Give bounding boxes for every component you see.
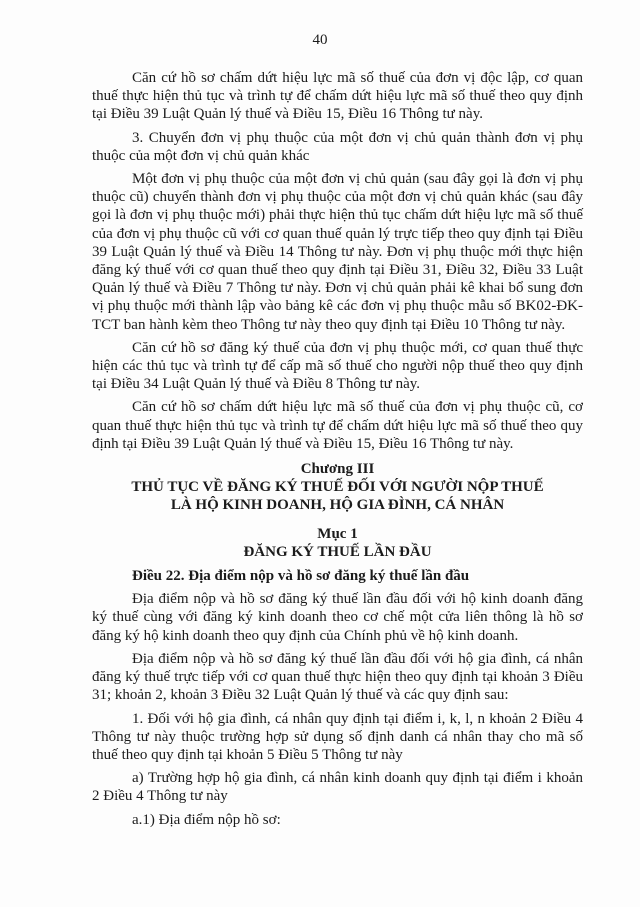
section-title: ĐĂNG KÝ THUẾ LẦN ĐẦU [243,543,432,560]
document-content [92,69,583,829]
paragraph-item-3-transfer-dependent-unit: 3. Chuyển đơn vị phụ thuộc của một đơn vị chủ quản thành đơn vị phụ thuộc của một đơn vị chủ quản khác [92,129,583,164]
paragraph-terminate-tax-code-independent-unit: Căn cứ hồ sơ chấm dứt hiệu lực mã số thuế của đơn vị độc lập, cơ quan thuế thực hiện thủ tục và trình tự để chấm dứt hiệu lực mã số thuế theo quy định tại Điều 39 Luật Quản lý thuế và Điều 15, Điều 16 Thông tư này. [92,70,583,123]
page-number: 40 [312,32,328,48]
article-22-heading: Điều 22. Địa điểm nộp và hồ sơ đăng ký thuế lần đầu [132,568,470,585]
paragraph-case-a-business-household: a) Trường hợp hộ gia đình, cá nhân kinh doanh quy định tại điểm i khoản 2 Điều 4 Thông tư này [92,770,583,805]
paragraph-new-dependent-unit-tax-code: Căn cứ hồ sơ đăng ký thuế của đơn vị phụ thuộc mới, cơ quan thuế thực hiện các thủ tục và trình tự để cấp mã số thuế cho người nộp thuế theo quy định tại Điều 34 Luật Quản lý thuế và Điều 8 Thông tư này. [92,339,583,393]
paragraph-dependent-unit-transfer-detail: Một đơn vị phụ thuộc của một đơn vị chủ quản (sau đây gọi là đơn vị phụ thuộc cũ) chuyển thành đơn vị phụ thuộc của một đơn vị chủ quản khác (sau đây gọi là đơn vị phụ thuộc mới) phải thực hiện thủ tục chấm dứt hiệu lực mã số thuế của đơn vị phụ thuộc cũ với cơ quan thuế quản lý trực tiếp theo quy định tại Điều 39 Luật Quản lý thuế và Điều 14 Thông tư này. Đơn vị phụ thuộc mới thực hiện đăng ký thuế với cơ quan thuế theo quy định tại Điều 31, Điều 32, Điều 33 Luật Quản lý thuế và Điều 7 Thông tư này. Đơn vị chủ quản phải kê khai bổ sung đơn vị phụ thuộc mới thành lập vào bảng kê các đơn vị phụ thuộc mẫu số BK02-ĐK-TCT ban hành kèm theo Thông tư này theo quy định tại Điều 10 Thông tư này. [92,171,583,333]
section-label: Mục 1 [317,525,358,542]
paragraph-business-household-registration: Địa điểm nộp và hồ sơ đăng ký thuế lần đầu đối với hộ kinh doanh đăng ký thuế cùng với đăng ký kinh doanh theo cơ chế một cửa liên thông là hồ sơ đăng ký hộ kinh doanh theo quy định của Chính phủ về hộ kinh doanh. [92,591,583,644]
chapter-label: Chương III [300,461,375,478]
chapter-title-line-1: THỦ TỤC VỀ ĐĂNG KÝ THUẾ ĐỐI VỚI NGƯỜI NỘP THUẾ [131,479,544,496]
paragraph-a1-filing-location: a.1) Địa điểm nộp hồ sơ: [132,811,281,828]
paragraph-terminate-tax-code-old-dependent-unit: Căn cứ hồ sơ chấm dứt hiệu lực mã số thuế của đơn vị phụ thuộc cũ, cơ quan thuế thực hiện thủ tục và trình tự để chấm dứt hiệu lực mã số thuế theo quy định tại Điều 39 Luật Quản lý thuế và Điều 15, Điều 16 Thông tư này. [92,399,583,452]
paragraph-household-direct-registration: Địa điểm nộp và hồ sơ đăng ký thuế lần đầu đối với hộ gia đình, cá nhân đăng ký thuế trực tiếp với cơ quan thuế thực hiện theo quy định tại khoản 3 Điều 31; khoản 2, khoản 3 Điều 32 Luật Quản lý thuế và các quy định sau: [92,650,583,704]
chapter-title-line-2: LÀ HỘ KINH DOANH, HỘ GIA ĐÌNH, CÁ NHÂN [170,497,505,514]
paragraph-item-1-personal-id-number: 1. Đối với hộ gia đình, cá nhân quy định tại điểm i, k, l, n khoản 2 Điều 4 Thông tư này thuộc trường hợp sử dụng số định danh cá nhân thay cho mã số thuế theo quy định tại khoản 5 Điều 5 Thông tư này [92,710,583,763]
